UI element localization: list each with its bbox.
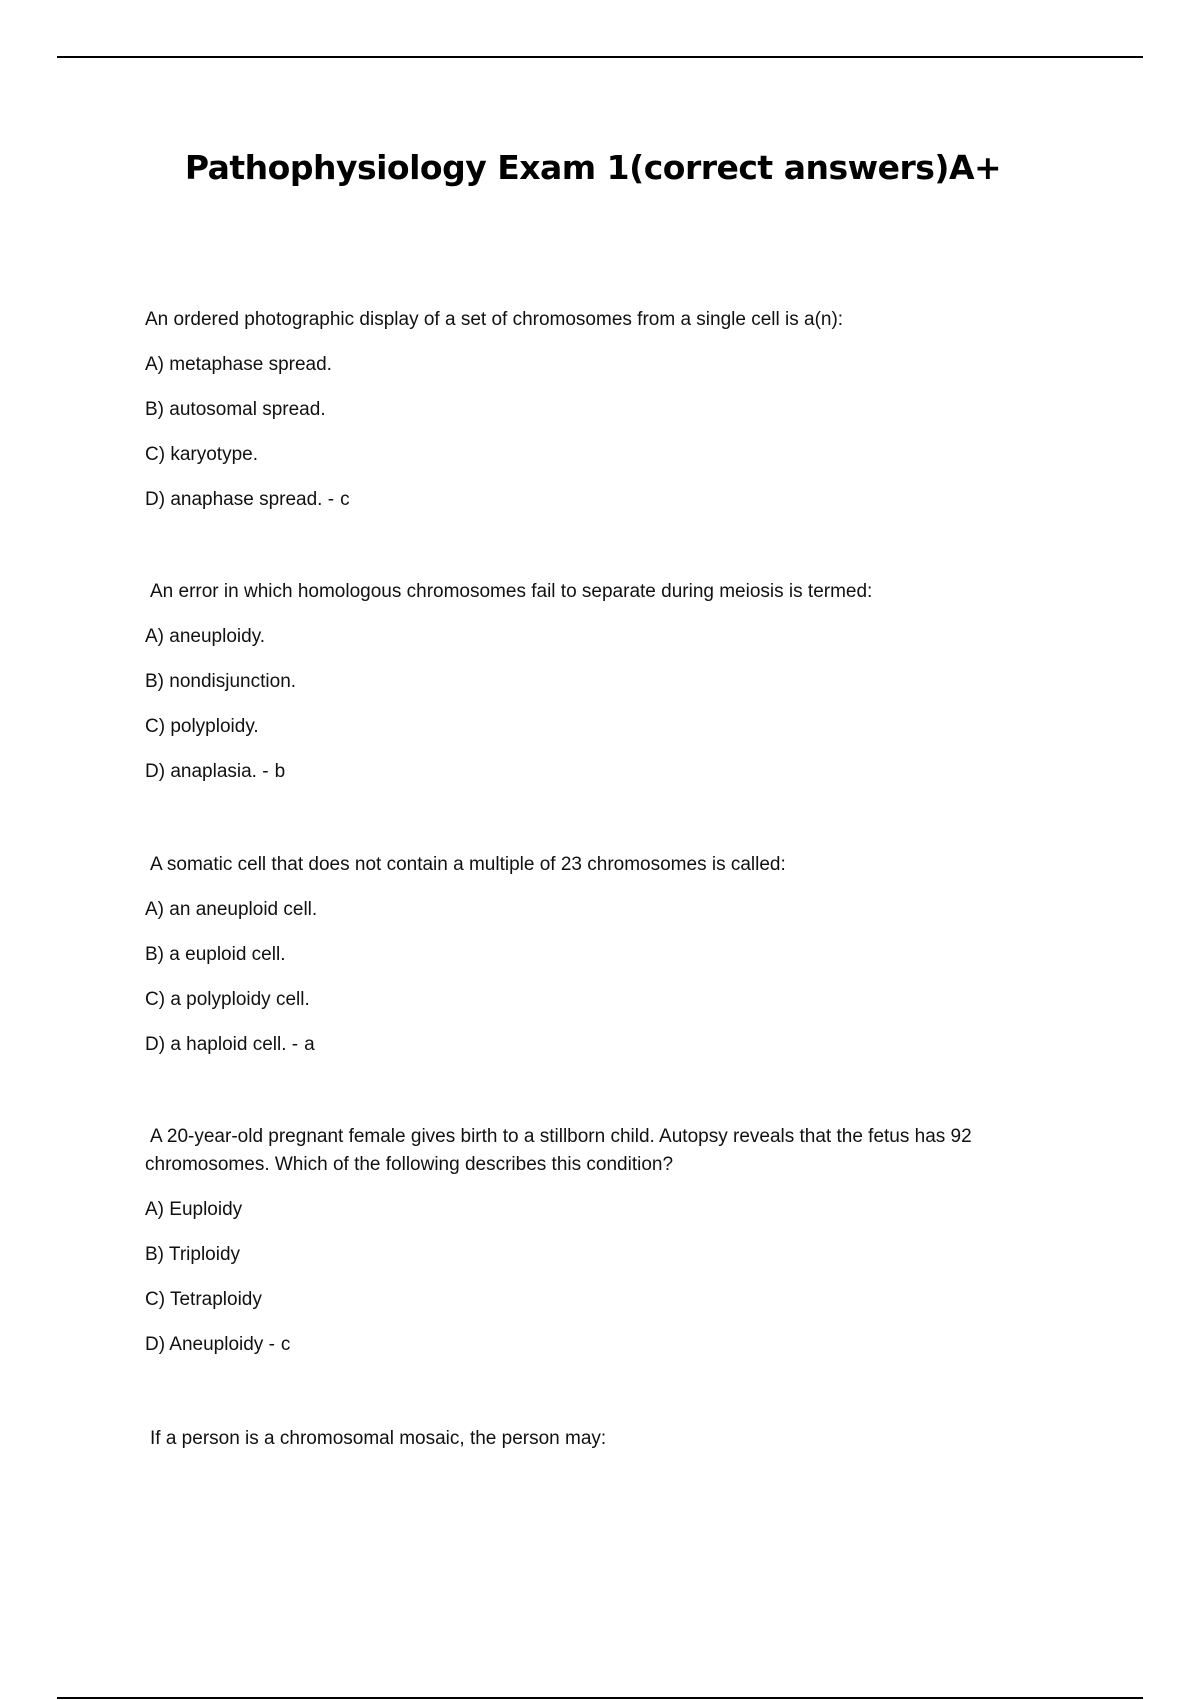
option-a: A) Euploidy — [145, 1199, 243, 1220]
option-b: B) a euploid cell. — [145, 944, 286, 965]
answer-key: c — [280, 1334, 291, 1355]
option-c: C) Tetraploidy — [145, 1289, 262, 1310]
question-3 — [145, 851, 1045, 1059]
option-c: C) polyploidy. — [145, 716, 259, 737]
option-d — [145, 1331, 1045, 1359]
option-d — [145, 486, 1045, 514]
question-2 — [145, 578, 1045, 786]
option-b: B) autosomal spread. — [145, 399, 326, 420]
question-text: A somatic cell that does not contain a multiple of 23 chromosomes is called: — [150, 854, 786, 875]
question-text: A 20-year-old pregnant female gives birth to a stillborn child. Autopsy reveals that the fetus has 92 chromosomes. Which of the following describes this condition? — [145, 1126, 972, 1175]
question-text: If a person is a chromosomal mosaic, the person may: — [150, 1428, 607, 1449]
top-rule — [57, 56, 1143, 58]
option-d — [145, 1031, 1045, 1059]
option-c: C) a polyploidy cell. — [145, 989, 310, 1010]
option-a: A) an aneuploid cell. — [145, 899, 318, 920]
document-title: Pathophysiology Exam 1(correct answers)A+ — [184, 148, 1002, 187]
option-b: B) Triploidy — [145, 1244, 241, 1265]
answer-key: c — [340, 489, 350, 510]
question-text: An error in which homologous chromosomes fail to separate during meiosis is termed: — [150, 581, 873, 602]
answer-key: b — [274, 761, 286, 782]
question-5 — [145, 1425, 1045, 1453]
option-b: B) nondisjunction. — [145, 671, 297, 692]
option-d-text: D) anaphase spread. - — [145, 489, 335, 510]
answer-key: a — [304, 1034, 315, 1055]
bottom-rule — [57, 1697, 1143, 1699]
question-4 — [145, 1123, 1045, 1359]
option-d-text: D) Aneuploidy - — [145, 1334, 275, 1355]
option-d-text: D) anaplasia. - — [145, 761, 269, 782]
option-c: C) karyotype. — [145, 444, 258, 465]
option-a: A) metaphase spread. — [145, 354, 332, 375]
question-text: An ordered photographic display of a set of chromosomes from a single cell is a(n): — [145, 309, 844, 330]
question-1 — [145, 306, 1045, 514]
option-a: A) aneuploidy. — [145, 626, 266, 647]
option-d — [145, 758, 1045, 786]
option-d-text: D) a haploid cell. - — [145, 1034, 299, 1055]
